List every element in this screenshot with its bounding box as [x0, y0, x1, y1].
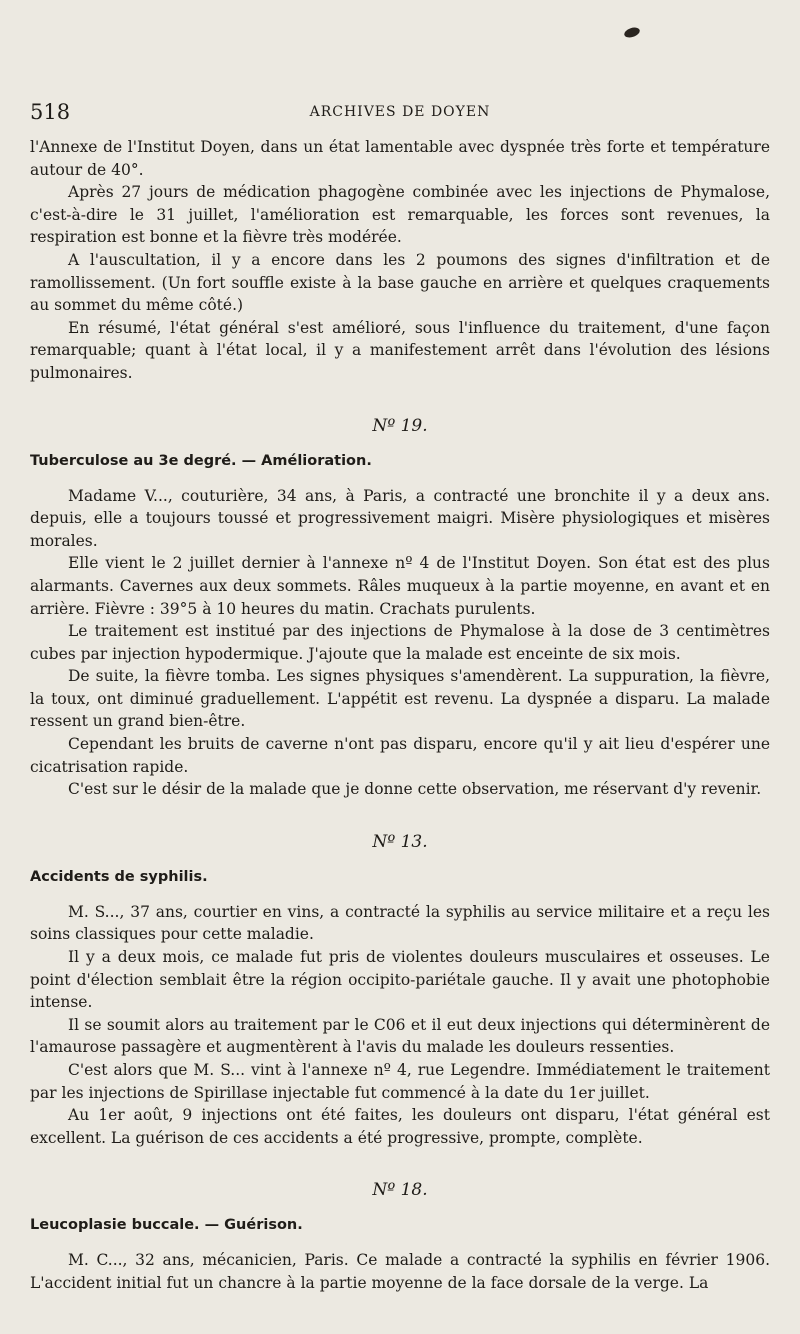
intro-paragraph: Après 27 jours de médication phagogène combinée avec les injections de Phymalose, c'est-à-dire le 31 juillet, l'amélioration est remarquable, les forces sont revenues, la respiration est bonne et la fièvre très modérée.: [30, 183, 770, 247]
case-title: Leucoplasie buccale. — Guérison.: [30, 1217, 303, 1234]
intro-paragraph: En résumé, l'état général s'est amélioré, sous l'influence du traitement, d'une façon remarquable; quant à l'état local, il y a manifestement arrêt dans l'évolution des lésions pulmonaires.: [30, 318, 770, 382]
case-section-19: [30, 415, 770, 801]
case-paragraph: Le traitement est institué par des injections de Phymalose à la dose de 3 centimètres cubes par injection hypodermique. J'ajoute que la malade est enceinte de six mois.: [30, 622, 770, 663]
case-number: Nº 13.: [372, 831, 428, 852]
case-paragraph: Madame V..., couturière, 34 ans, à Paris, a contracté une bronchite il y a deux ans. depuis, elle a toujours toussé et progressivement maigri. Misère physiologiques et misères morales.: [30, 486, 770, 550]
case-title: Accidents de syphilis.: [30, 868, 208, 885]
case-section-18: [30, 1179, 770, 1294]
page-header: [30, 100, 770, 126]
case-paragraph: Il y a deux mois, ce malade fut pris de violentes douleurs musculaires et osseuses. Le point d'élection semblait être la région occipito-pariétale gauche. Il y avait une photophobie intense.: [30, 948, 770, 1012]
case-number: Nº 18.: [372, 1180, 428, 1201]
case-paragraph: M. C..., 32 ans, mécanicien, Paris. Ce malade a contracté la syphilis en février 1906. L'accident initial fut un chancre à la partie moyenne de la face dorsale de la verge. La: [30, 1251, 770, 1292]
case-paragraph: Au 1er août, 9 injections ont été faites, les douleurs ont disparu, l'état général est excellent. La guérison de ces accidents a été progressive, prompte, complète.: [30, 1106, 770, 1147]
case-paragraph: De suite, la fièvre tomba. Les signes physiques s'amendèrent. La suppuration, la fièvre, la toux, ont diminué graduellement. L'appétit est revenu. La dyspnée a disparu. La malade ressent un grand bien-être.: [30, 667, 770, 731]
page-number: 518: [30, 100, 71, 124]
case-number: Nº 19.: [372, 415, 428, 436]
intro-paragraph-continuation: l'Annexe de l'Institut Doyen, dans un état lamentable avec dyspnée très forte et température autour de 40°.: [30, 138, 770, 179]
intro-paragraph: A l'auscultation, il y a encore dans les 2 poumons des signes d'infiltration et de ramollissement. (Un fort souffle existe à la base gauche en arrière et quelques craquements au sommet du même côté.): [30, 250, 770, 315]
page-body: [30, 136, 770, 1295]
case-paragraph: Elle vient le 2 juillet dernier à l'annexe nº 4 de l'Institut Doyen. Son état est des plus alarmants. Cavernes aux deux sommets. Râles muqueux à la partie moyenne, en avant et en arrière. Fièvre : 39°5 à 10 heures du matin. Crachats purulents.: [30, 554, 770, 618]
case-title: Tuberculose au 3e degré. — Amélioration.: [30, 452, 372, 469]
running-title: ARCHIVES DE DOYEN: [309, 104, 491, 120]
case-paragraph: M. S..., 37 ans, courtier en vins, a contracté la syphilis au service militaire et a reçu les soins classiques pour cette maladie.: [30, 902, 770, 944]
case-paragraph: C'est alors que M. S... vint à l'annexe nº 4, rue Legendre. Immédiatement le traitement par les injections de Spirillase injectable fut commencé à la date du 1er juillet.: [30, 1061, 770, 1102]
case-paragraph: C'est sur le désir de la malade que je donne cette observation, me réservant d'y revenir.: [68, 780, 762, 799]
ink-blot-icon: [623, 26, 641, 40]
case-paragraph: Il se soumit alors au traitement par le C06 et il eut deux injections qui déterminèrent de l'amaurose passagère et augmentèrent à l'avis du malade les douleurs ressenties.: [30, 1015, 770, 1057]
case-section-13: [30, 831, 770, 1150]
case-paragraph: Cependant les bruits de caverne n'ont pas disparu, encore qu'il y ait lieu d'espérer une cicatrisation rapide.: [30, 735, 770, 776]
